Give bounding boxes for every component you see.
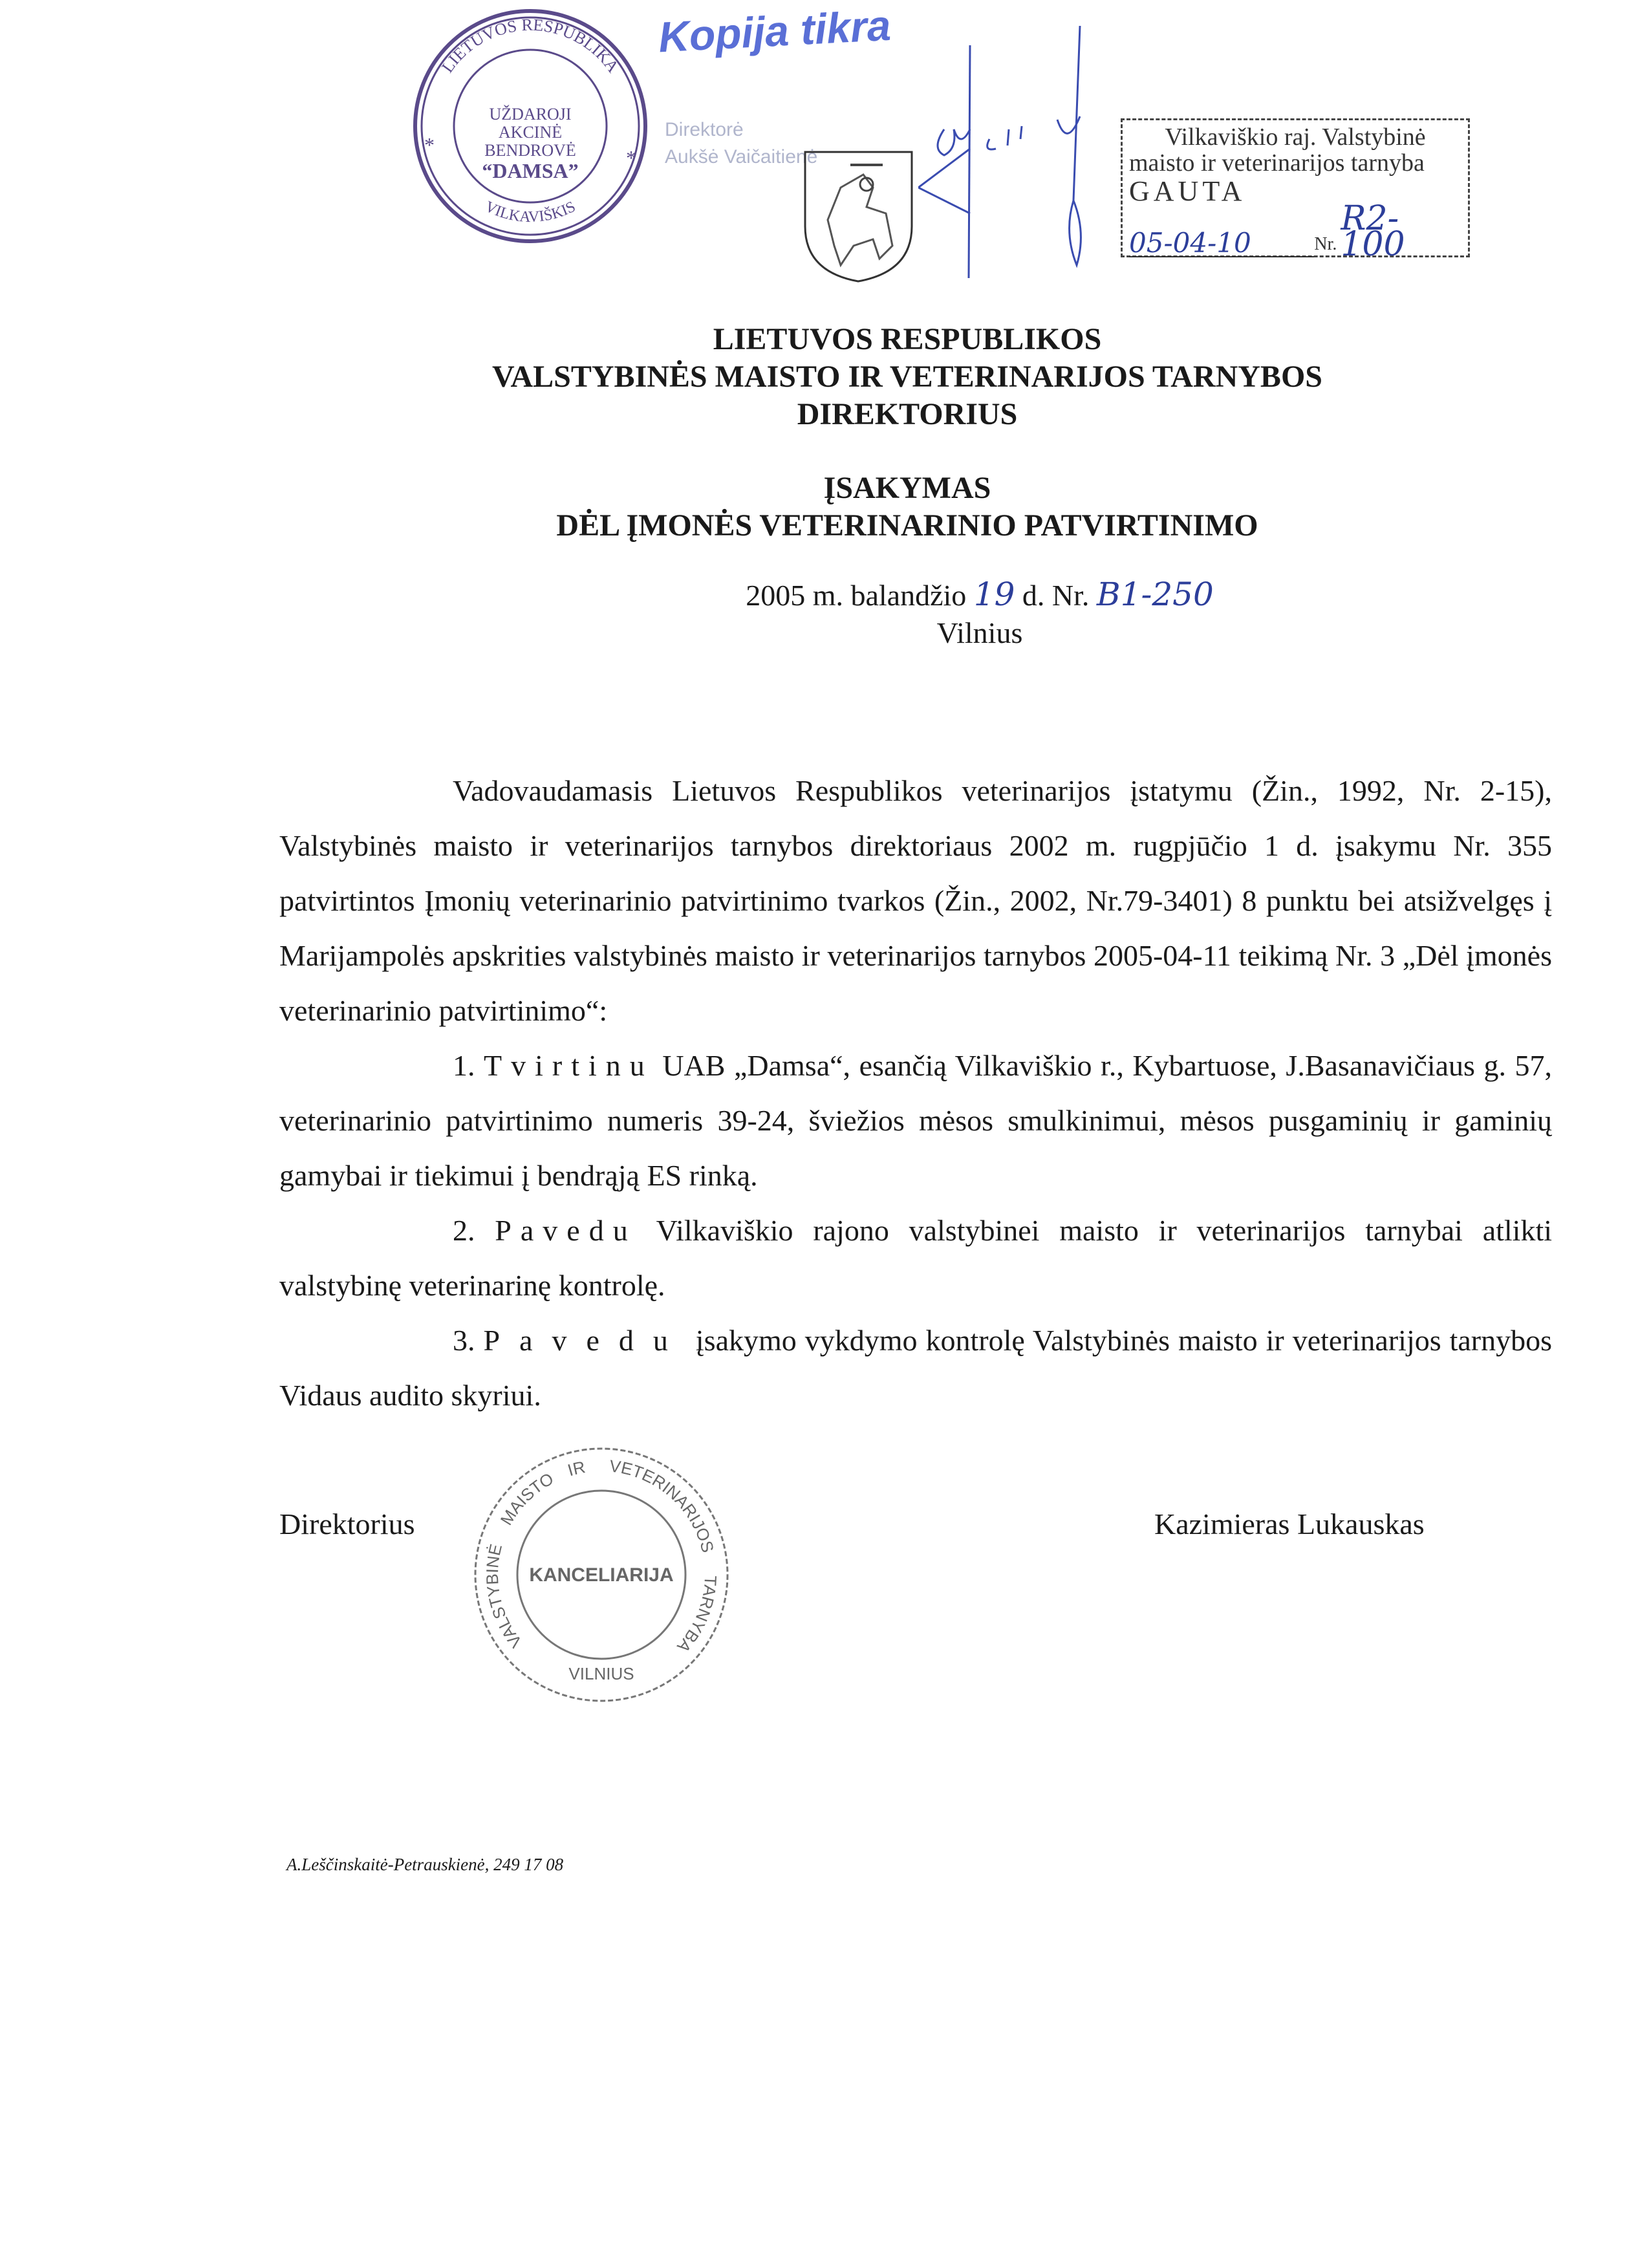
received-nr-label: Nr. [1314, 234, 1337, 254]
received-office-line2: maisto ir veterinarijos tarnyba [1129, 149, 1425, 177]
date-prefix: 2005 m. balandžio [746, 579, 967, 612]
certified-copy-stamp: Kopija tikra [657, 1, 892, 61]
date-mid: d. Nr. [1022, 579, 1090, 612]
received-label: GAUTA [1129, 175, 1246, 207]
coat-of-arms-icon [802, 149, 915, 285]
office-stamp-center: KANCELIARIJA [529, 1564, 674, 1586]
received-number: R2-100 [1341, 199, 1405, 264]
office-stamp-ring-word: IR [565, 1457, 587, 1480]
received-stamp [1121, 118, 1470, 264]
signer-role: Direktorė [665, 119, 744, 140]
preamble: Vadovaudamasis Lietuvos Respublikos veterinarijos įstatymu (Žin., 1992, Nr. 2-15), Valstybinės maisto ir veterinarijos tarnybos direktoriaus 2002 m. rugpjūčio 1 d. įsakymu Nr. 355 patvirtintos Įmonių veterinarinio patvirtinimo tvarkos (Žin., 2002, Nr.79-3401) 8 punktu bei atsižvelgęs į Marijampolės apskrities valstybinės maisto ir veterinarijos tarnybos 2005-04-11 teikimą Nr. 3 „Dėl įmonės veterinarinio patvirtinimo“: [279, 774, 1552, 1027]
certification-signer [665, 116, 817, 171]
item-number: 1. [453, 1049, 475, 1082]
order-item [279, 1313, 1552, 1423]
stamp-ring-top-text [438, 16, 623, 76]
office-stamp [466, 1439, 737, 1711]
document-body [279, 763, 1552, 1423]
item-verb: Pavedu [495, 1214, 637, 1247]
handwritten-signature [918, 19, 1125, 278]
order-item [279, 1038, 1552, 1203]
office-stamp-ring-word: MAISTO [496, 1469, 557, 1529]
office-stamp-bottom: VILNIUS [568, 1664, 634, 1683]
item-text: Vilkaviškio rajono valstybinei maisto ir veterinarijos tarnybai atlikti valstybinę veterinarinę kontrolę. [279, 1214, 1553, 1302]
stamp-ring-top: LIETUVOS RESPUBLIKA [438, 15, 623, 76]
issuer-line: LIETUVOS RESPUBLIKOS [713, 322, 1102, 356]
document-title [0, 470, 1649, 545]
order-item [279, 1203, 1552, 1313]
received-date: 05-04-10 [1129, 230, 1314, 257]
signatory-title: Direktorius [279, 1507, 415, 1540]
company-stamp [407, 3, 653, 249]
item-verb: Tvirtinu [484, 1049, 654, 1082]
author-footer: A.Leščinskaitė-Petrauskienė, 249 17 08 [286, 1855, 564, 1874]
item-number: 3. [453, 1324, 475, 1357]
document-type: ĮSAKYMAS [823, 471, 991, 505]
item-number: 2. [453, 1214, 475, 1247]
stamp-line: AKCINĖ [498, 123, 563, 142]
stamp-line: “DAMSA” [482, 159, 579, 182]
stamp-ring-bottom: VILKAVIŠKIS [482, 198, 579, 226]
office-stamp-ring [482, 1456, 720, 1656]
document-date [721, 576, 1238, 652]
stamp-star-icon: * [424, 133, 435, 157]
office-stamp-ring-word: VALSTYBINĖ [482, 1542, 526, 1652]
document-subject: DĖL ĮMONĖS VETERINARINIO PATVIRTINIMO [556, 508, 1258, 543]
issuer-line: VALSTYBINĖS MAISTO IR VETERINARIJOS TARNYBOS [492, 360, 1322, 394]
signer-name: Aukšė Vaičaitienė [665, 146, 818, 167]
stamp-line: BENDROVĖ [484, 141, 576, 160]
office-stamp-ring-word: VETERINARIJOS [608, 1456, 718, 1555]
issuer-heading [0, 321, 1649, 433]
stamp-line: UŽDAROJI [489, 105, 572, 124]
issuer-line: DIREKTORIUS [797, 397, 1018, 431]
stamp-star-icon: * [626, 146, 636, 169]
document-number: B1-250 [1096, 576, 1214, 613]
item-text: įsakymo vykdymo kontrolę Valstybinės maisto ir veterinarijos tarnybos Vidaus audito skyriui. [279, 1324, 1553, 1412]
document-place: Vilnius [936, 616, 1023, 649]
item-verb: Pavedu [483, 1324, 687, 1357]
office-stamp-ring-word: TARNYBA [673, 1575, 721, 1657]
item-text: UAB „Damsa“, esančią Vilkaviškio r., Kybartuose, J.Basanavičiaus g. 57, veterinarinio patvirtinimo numeris 39-24, šviežios mėsos smulkinimui, mėsos pusgaminių ir gaminių gamybai ir tiekimui į bendrąją ES rinką. [279, 1049, 1552, 1192]
signatory-name: Kazimieras Lukauskas [1154, 1507, 1425, 1540]
received-office-line1: Vilkaviškio raj. Valstybinė [1165, 124, 1426, 151]
date-day: 19 [973, 576, 1015, 613]
